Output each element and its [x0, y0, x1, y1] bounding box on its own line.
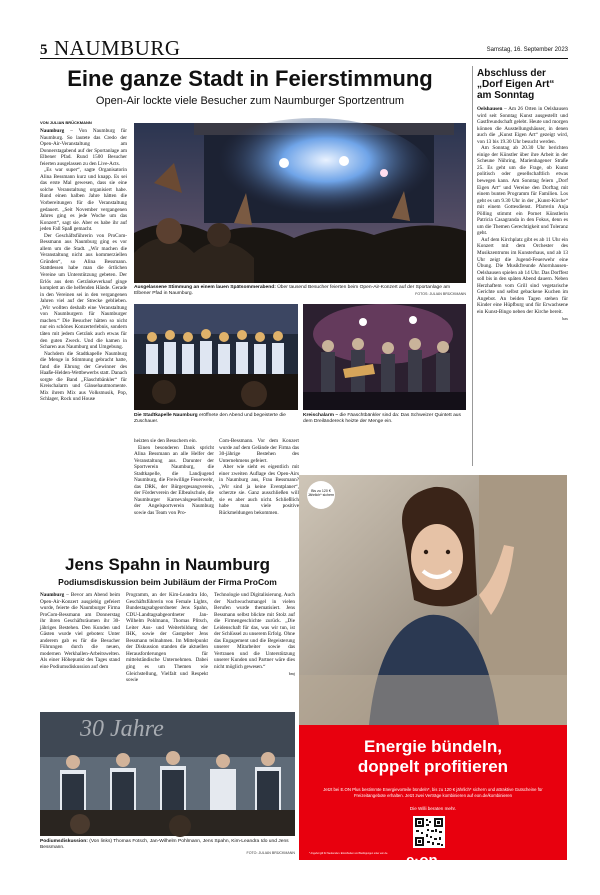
- band-photo: [303, 304, 466, 410]
- ad-photo: [299, 475, 567, 725]
- stadtkapelle-photo: [134, 304, 298, 410]
- main-article-column-1: [40, 128, 127, 546]
- second-subheadline: Podiumsdiskussion beim Jubiläum der Firma ProCom: [58, 577, 277, 587]
- ad-body-text: Jetzt bei E.ON Plus bestimmte Energievorteile bündeln*, bis zu 120 € jährlich* sichern und attraktive Gutscheine für Freizeitangebote erhalten. Jetzt zwei Verträge kombinieren auf eon.de/kombinieren: [323, 787, 543, 798]
- second-article-column-1: [40, 592, 120, 708]
- column-divider: [472, 66, 473, 466]
- ad-headline-line-2: doppelt profitieren: [357, 757, 509, 776]
- paragraph: Der Geschäftsführerin von ProCom-Bessmann aus Naumburg ging es vor allem um die Stadt. „Wir machen die Veranstaltung nicht aus kommerziellen Gründen“, so Alina Bessmann. Stattdessen habe man die örtlichen Vereine um Unterstützung gebeten. Der Erlös aus dem Getränkeverkauf ginge komplett an die helfenden Hände. Gerade in den Vereinen sei in den vergangenen Jahren viel auf der Strecke geblieben. „Wir wollten deshalb eine Veranstaltung von Naumburgern für Naumburger machen.“ Die Besucher hätten so nicht nur ein schönes Konzerterlebnis, sondern täten mit jedem Getränk auch etwas für den guten Zweck. Und die kamen in Scharen aus Naumburg und Umgebung.: [40, 232, 127, 351]
- page-number: 5: [40, 42, 48, 58]
- podium-photo: [40, 712, 295, 836]
- paragraph: Programm, an der Kim-Leandra Ido, Geschäftsführerin von Female Lights, Bundestagsabgeordneter Jens Spahn, CDU-Landtagsabgeordneter Jan-Wilhelm Pohlmann, Thomas Plitsch, Leiter Aus- und Weiterbildung der IHK, sowie der Gastgeber Jens Bessmann teilnahmen. Im Mittelpunkt der Diskussion standen die aktuellen Herausforderungen für mittelständische Unternehmen. Dabei ging es um Themen wie Gleichstellung, Vielfalt und Respekt sowie: [126, 592, 208, 684]
- author-sign: bax: [562, 315, 568, 321]
- section-title: NAUMBURG: [54, 36, 181, 60]
- paragraph: „Es war super“, sagte Organisatorin Alina Bessmann kurz und knapp. Es sei das erste Mal gewesen, dass sie eine solche Veranstaltung organisiert habe. Rund einen halben Jahre hätten die Vorbereitungen für die Veranstaltung gedauert. „Seit November vergangenen Jahres ging es jede Woche um das Konzert“, sagt sie. Aber es habe ihr auf jeden Fall Spaß gemacht.: [40, 167, 127, 233]
- dateline: Oelshausen: [477, 106, 503, 112]
- main-headline: Eine ganze Stadt in Feierstimmung: [67, 66, 433, 91]
- issue-date: Samstag, 16. September 2023: [486, 47, 568, 53]
- band-caption: [303, 413, 466, 425]
- second-article-column-3: [214, 592, 295, 708]
- paragraph: – Bevor am Abend beim Open-Air-Konzert ausgiebig gefeiert wurde, feierte die Naumburger Firma ProCom-Bessmann am Donnerstag ihr ihren Geschäftsräumen ihr 30-jähriges Bestehen. Den Kunden und Gästen wurde viel geboten: Unter anderem gab es für die Besucher Führungen durch die neuen, modernen Werkhallen-Arbeitswelten. Als einer Höhepunkt des Tages stand eine Podiumsdiskussion auf dem: [40, 592, 121, 671]
- concert-photo-caption: [134, 285, 466, 297]
- eon-logo: e·on: [406, 852, 438, 869]
- caption-text: (Von links) Thomas Fotsch, Jan-Wilhelm Pohlmann, Jens Spahn, Kim-Leandra Ido und Jens Bessmann.: [40, 839, 289, 850]
- second-headline: Jens Spahn in Naumburg: [65, 555, 270, 574]
- anniversary-banner: 30 Jahre: [80, 716, 164, 742]
- paragraph: Am Sonntag ab 20.30 Uhr berichten einige der Künstler über ihre Arbeit in der Scheune Nühring, Marienhagener Straße 25. Es geht um die Frage, ob Kunst politisch oder gesellschaftlich etwas bewegen kann. Am Sonntag feiern „Dorf Eigen Art“ und Vereine den Dorftag mit einem bunten Programm für Familien. Los geht es um 9.30 Uhr in der „Kunst-Kirche“ mit einem Gottesdienst. Pfarrerin Anja Pölling stimmt ein Pornet Künstlerin Patricia Casagranda in den Fokus, denn es um die Themen Gerechtigkeit und Toleranz geht.: [477, 145, 568, 237]
- second-article-column-2: [126, 592, 208, 708]
- byline: VON JULIAN BRÜCKMANN: [40, 120, 92, 125]
- paragraph: Technologie und Digitalisierung. Auch der Nachwuchsmangel in vielen Berufen wurde thematisiert. Jens Bessmann selbst blickte mit Stolz auf die Firmengeschichte zurück. „Die Leidenschaft für das, was wir tun, ist der Schlüssel zu unserem Erfolg. Ohne das Engagement und die Begeisterung unserer Mitarbeiter sowie das Vertrauen und die Unterstützung unserer Kunden und Partner wäre dies nicht möglich gewesen.“: [214, 592, 295, 671]
- dateline: Naumburg: [40, 128, 65, 134]
- main-article-column-2: [134, 438, 214, 546]
- ad-fine-print: * Angebot gilt für Neukunden. Einzelheiten und Bedingungen unter eon.de.: [309, 852, 388, 855]
- main-subheadline: Open-Air lockte viele Besucher zum Naumburger Sportzentrum: [95, 95, 405, 107]
- dateline: Naumburg: [40, 592, 65, 598]
- ad-headline: [299, 737, 567, 777]
- main-article-column-3: [219, 438, 299, 546]
- paragraph: Com-Bessmann. Vor dem Konzert wurde auf dem Gelände der Firma das 30-jährige Bestehen des Unternehmens gefeiert.: [219, 438, 299, 464]
- author-sign: bmj: [288, 670, 295, 676]
- caption-text: eröffnete den Abend und begeisterte die Zuschauer.: [134, 413, 286, 424]
- ad-headline-line-1: Energie bündeln,: [364, 737, 502, 756]
- podium-photo-credit: FOTO: JULIAN BRÜCKMANN: [246, 851, 295, 855]
- paragraph: Auf dem Kirchplatz gibt es ab 11 Uhr ein Konzert mit dem Orchester des Musikzentrums im Kunsterhaus, und ab 13 Uhr zeigt die Jugend-Feuerwehr eine Übung. Die Musikfreunde Ahornhausen-Oelshausen spielen ab 14 Uhr. Das Dorffest soll bis in den späten Abend dauern. Neben Herzhaftem vom Grill sind vegetarische Gerichte und selbst gebackene Kuchen im Angebot. An beiden Tagen stehen für Kinder eine Hüpfburg und für Erwachsene ein Kunst-Bingo neben der Kirche bereit.: [477, 236, 568, 315]
- eon-advertisement[interactable]: [299, 475, 567, 869]
- paragraph: – Am 26 Orten in Oelshausen wird seit Sonntag Kunst ausgestellt und Gastfreundschaft gelebt. Heute und morgen können die Ausstellungshäuser, in denen auch die „Kunst Eigen Art“ gezeigt wird, von 13 bis 19.30 Uhr besucht werden.: [477, 106, 568, 145]
- paragraph: heizten sie den Besuchern ein.: [134, 438, 197, 444]
- paragraph: Aber wie sieht es eigentlich mit einer zweiten Auflage des Open-Airs in Naumburg aus, Frau Bessmann? „Wir sind ja keine Eventplaner“, scherzte sie. Ganz ausschließen will sie es aber auch nicht. Schließlich habe man viele positive Rückmeldungen bekommen.: [219, 464, 299, 517]
- caption-lead: Ausgelassene Stimmung an einem lauen Spätsommerabend:: [134, 285, 276, 290]
- caption-lead: Kreischalarm –: [303, 413, 339, 418]
- stadtkapelle-caption: [134, 413, 298, 425]
- caption-text: Über tausend Besucher feierten beim Open-Air-Konzert auf der Sportanlage am Elbener Pfad in Naumburg.: [134, 285, 451, 296]
- sidebar-article-text: [477, 106, 568, 464]
- photo-credit: FOTOS: JULIAN BRÜCKMANN: [415, 292, 466, 296]
- ad-badge: Bis zu 120 € Jährlich* sichern: [307, 481, 335, 509]
- podium-caption: [40, 839, 295, 851]
- caption-text: die Fäaschtbänkler sind da: Das Schweizer Quintett aus dem Dreiländereck heizte der Menge ein.: [303, 413, 461, 424]
- caption-lead: Podiumsdiskussion:: [40, 839, 88, 844]
- ad-call-to-action: Die Willi beraten mehr.: [409, 806, 457, 811]
- header-rule: [40, 58, 568, 59]
- caption-lead: Die Stadtkapelle Naumburg: [134, 413, 198, 418]
- qr-code-icon[interactable]: [413, 816, 445, 848]
- paragraph: Nachdem die Stadtkapelle Naumburg die Menge in Stimmung gebracht hatte, fand die Ehrung der Gewinner des Haaße-Helden-Wettbewerbs statt. Danach sorgte die Band „Fäaschtbänkler“ für Kreischalarm und Gänsehautmomente. Mix ihrem Mix aus Volksmusik, Pop, Schlager, Rock und House: [40, 350, 128, 403]
- paragraph: – Von Naumburg für Naumburg. So lautete das Credo der Open-Air-Veranstaltung am Donnerstagabend auf der Sportanlage am Elbener Pfad. Rund 1500 Besucher feierten ausgelassen zu den Live-Acts.: [40, 128, 127, 167]
- concert-photo: [134, 123, 466, 283]
- paragraph: Einen besonderen Dank spricht Alina Bessmann an alle Helfer der Veranstaltung aus. Darunter der Sportverein Naumburg, die Stadtkapelle, die Landjugend Naumburg, die Freiwillige Feuerwehr, das DRK, der Bürgergesangverein, der Förderverein der Elbealschule, die Naumburger Karnevalsgesellschaft, der Angelsportverein Naumburg sowie das Team von Pro-: [134, 444, 214, 517]
- sidebar-headline: Abschluss der „Dorf Eigen Art“ am Sonntag: [477, 68, 555, 101]
